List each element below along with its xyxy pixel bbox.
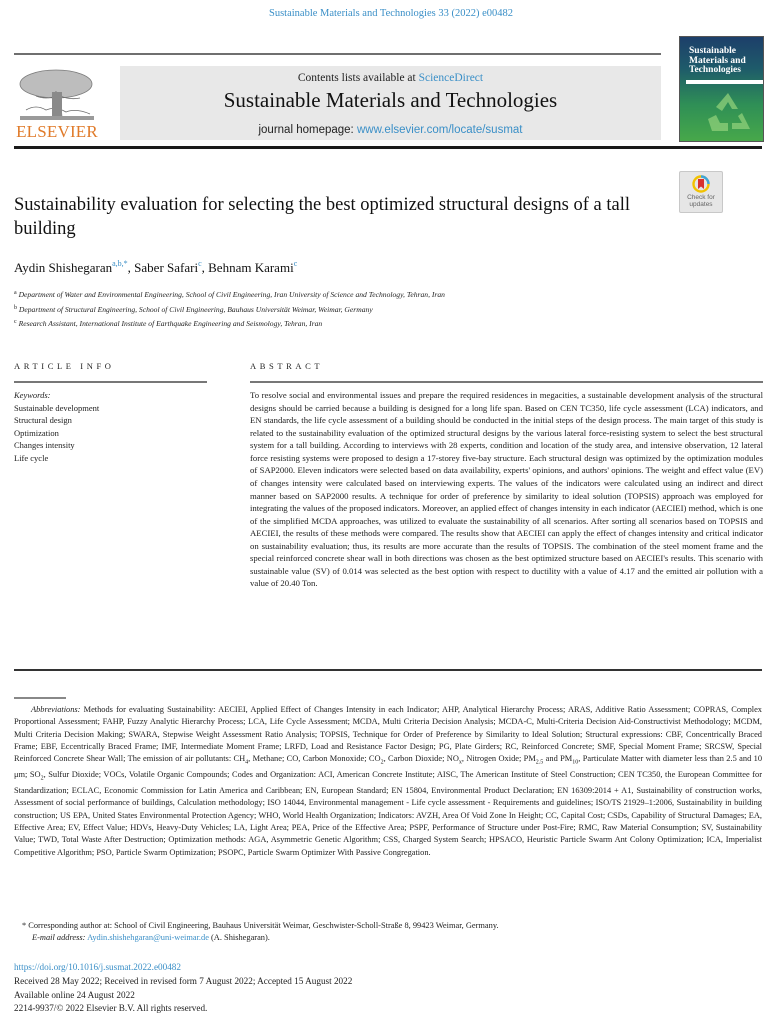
cover-editor-strip [686,80,763,84]
recycle-icon [702,89,754,137]
affiliation-text: Research Assistant, International Institute of Earthquake Engineering and Seismology, Tehran, Iran [18,319,323,328]
keyword-item: Optimization [14,427,59,438]
affiliation-mark: a [14,290,17,296]
doi-link[interactable]: https://doi.org/10.1016/j.susmat.2022.e00482 [14,962,181,972]
abstract-bottom-rule [14,669,762,671]
abbrev-text: and PM [543,754,573,764]
author-name[interactable]: Saber Safari [134,260,199,275]
affiliation-mark: b [14,304,17,311]
abbrev-text: , Carbon Dioxide; NO [383,754,459,764]
keywords-block [14,389,99,464]
subscript: 2.5 [535,759,544,766]
subscript: 2 [40,775,44,782]
contents-prefix: Contents lists available at [297,72,419,84]
subscript: x [458,759,462,766]
elsevier-logo[interactable] [14,66,100,142]
subscript: 2 [380,759,384,766]
affiliation-text: Department of Structural Engineering, School of Civil Engineering, Bauhaus Universität Weimar, Weimar, Germany [18,304,373,314]
elsevier-wordmark: ELSEVIER [16,122,98,141]
keyword-item: Changes intensity [14,440,75,450]
check-for-updates-label: Check for updates [687,194,715,208]
abbrev-text: , Particulate Matter with diameter less than 2.5 and 10 μm; SO [14,754,763,780]
author-marks[interactable]: c [293,259,298,268]
affiliation-text: Department of Water and Environmental Engineering, School of Civil Engineering, Iran University of Science and Technology, Tehran, Iran [18,290,445,299]
affiliation-item [14,287,445,302]
affiliation-item [14,316,445,331]
journal-cover[interactable] [679,36,764,142]
crossmark-icon [692,175,710,195]
article-info-heading: ARTICLE INFO [14,361,115,371]
keywords-label: Keywords: [14,390,51,400]
author-list: Aydin Shishegaran$^{a,b,*}$, Saber Safari$^c$, Behnam Karami$^c$ [14,259,298,275]
cover-title: Sustainable Materials and Technologies [689,46,746,75]
publication-history [14,975,352,1016]
subscript: 4 [245,759,249,766]
masthead-bottom-rule [14,146,762,149]
journal-title: Sustainable Materials and Technologies [223,88,558,112]
affiliation-mark: c [14,319,17,325]
contents-available-line [120,72,661,84]
author-name[interactable]: Behnam Karami [208,260,294,275]
corresponding-author-note: * Corresponding author at: School of Civil Engineering, Bauhaus Universität Weimar, Geschwister-Scholl-Straße 8, 99423 Weimar, Germany. [22,921,499,930]
email-label: E-mail address: [32,933,86,942]
elsevier-tree-icon [16,66,98,121]
email-link[interactable]: Aydin.shishehgaran@uni-weimar.de [87,933,209,942]
abstract-heading: ABSTRACT [250,361,324,371]
article-info-rule [14,381,207,383]
running-head[interactable]: Sustainable Materials and Technologies 33 (2022) e00482 [268,8,514,19]
email-suffix: (A. Shishegaran). [208,933,270,942]
journal-masthead [120,66,661,140]
keyword-item: Structural design [14,415,72,425]
email-line [32,933,270,942]
abbreviations-footnote [14,704,762,859]
copyright-line: 2214-9937/© 2022 Elsevier B.V. All rights reserved. [14,1003,208,1014]
affiliation-list [14,287,445,331]
footnote-rule [14,697,66,699]
author-marks[interactable]: a,b,* [112,259,128,268]
abbrev-text: Methods for evaluating Sustainability: AECIEI, Applied Effect of Changes Intensity in each Indicator; AHP, Analytical Hierarchy Process; ARAS, Additive Ratio Assessment; COPRAS, Complex Proportional Assessment; FAHP, Fuzzy Analytic Hierarchy Process; LCA, Life Cycle Assessment; MCDA, Multi Criteria Decision Analysis; MCDA-C, Multi-Criteria Decision Aid-Constructivist Methodology; MCDM, Multi Criteria Decision Making; SWARA, Stepwise Weight Assessment Ratio Analysis; TOPSIS, Technique for Order of Preference by Similarity to Ideal Solution; Structural expressions: CBF, Concentrically Braced Frame; EBF, Eccentrically Braced Frame; IMF, Intermediate Moment Frame; LRFD, Load and Resistance Factor Design; PG, Plate Girders; RC, Reinforced Concrete; SMF, Special Moment Frame; SRCSW, Special Reinforced Concrete Shear Wall; The emission of air pollutants: CH [14,705,762,764]
article-title: Sustainability evaluation for selecting the best optimized structural designs of a tall building [14,195,631,239]
abbrev-text: , Sulfur Dioxide; VOCs, Volatile Organic Compounds; Codes and Organization: ACI, American Concrete Institute; AISC, The American Institute of Steel Construction; CEN TC350, the European Committee for Standardization; ECLAC, Economic Commission for Latin America and Caribbean; EN, European Standard; EN 15804, Environmental Product Declaration; EN 16309:2014 + A1, Sustainability of construction works, Assessment of social performance of buildings, Calculation methodology; ISO 14044, Environmental management - Life cycle assessment - Requirements and guidelines; ISO/TS 21929–1:2006, Sustainability in building construction; US EPA, United States Environmental Protection Agency; WHO, World Health Organization; Indicators: AVZH, Area Of Void Zone In Height; CC, Capital Cost; CSDs, Capability of Structural Damages; EA, Effective Area; EV, Effect Value; HDVs, Heavy-Duty Vehicles; LA, Light Area; PEA, Price of the Effective Area; PSPF, Performance of Structure under Post-Fire; RMC, Raw Material Consumption; SV, Sustainability Value; TWD, Total Waste After Destruction; Optimization methods: AGA, Asymmetric Genetic Algorithm; CSS, Charged System Search; HPSACO, Heuristic Particle Swarm Ant Colony Optimization; ICA, Imperialist Competitive Algorithm; PSO, Particle Swarm Optimization; PSOPC, Particle Swarm Optimizer With Passive Congregation. [14,770,762,857]
journal-homepage-link[interactable]: www.elsevier.com/locate/susmat [356,124,523,136]
abbrev-text: , Nitrogen Oxide; PM [461,754,536,764]
abstract-text: To resolve social and environmental issues and prepare the required residences in megacities, a sustainable development analysis of the structural designs should be carried because a building is designed for a long life span. Based on CEN TC350, life cycle assessment (LCA) indicators, and EN standards, the life cycle assessment of a building should be conducted in the initial steps of the design process. The main target of this study is related to the sustainability evaluation of the optimized structural designs by the various lateral force-resisting system to select the best structural system for a tall building. According to interviews with 28 experts, condition and location of the study area, and intensive observation, 12 lateral force resisting systems were proposed to design a 17-storey five-bay structure. Each structural design was optimized by the optimization modules of SAP2000. Eleven indicators were selected based on data availability, experts' opinions, and authors' opinions. The weight and effect value (EV) of changes intensity were calculated based on interviewing experts. The values of the indicators were calculated using an indirect and direct manner based on SAP2000 results. A technique for order of preference by similarity to ideal solution (TOPSIS) approach was employed for integrating the values of the proposed indicators. Moreover, an applied effect of changes intensity in each indicator (AECIEI) method, which is one of the simplified MCDA approaches, was utilized to evaluate the sustainability of all scenarios. After sorting all scenarios based on TOPSIS and AECIEI, the results of these methods were compared. The results show that AECIEI can apply the effect of changes intensity and critical indicator on sustainability evaluation; thus, its results are more accurate than the results of TOPSIS. The combination of the steel moment frame and the special reinforced concrete shear wall in both directions was chosen as the best optimized structure based on AECIEI's results. This scenario with sustainable value (SV) of 0.014 was selected as the best option with respect to ductility with a value of 4.17 and the emitted air pollution with a value of 20.40 Ton. [250,390,763,589]
subscript: 10 [572,759,579,766]
online-date: Available online 24 August 2022 [14,989,135,1000]
journal-homepage-line [120,124,661,136]
keyword-item: Sustainable development [14,402,100,413]
homepage-prefix: journal homepage: [258,124,357,136]
received-dates: Received 28 May 2022; Received in revised form 7 August 2022; Accepted 15 August 2022 [14,976,353,986]
affiliation-item [14,302,445,317]
abbrev-text: , Methane; CO, Carbon Monoxide; CO [248,754,381,764]
author-name[interactable]: Aydin Shishegaran [14,260,113,275]
check-for-updates-button[interactable] [679,171,723,213]
abbreviations-label: Abbreviations: [31,705,81,714]
author-marks[interactable]: c [198,259,202,268]
masthead-top-rule [14,53,661,55]
abstract-rule [250,381,763,383]
sciencedirect-link[interactable]: ScienceDirect [418,72,484,84]
keyword-item: Life cycle [14,452,49,463]
